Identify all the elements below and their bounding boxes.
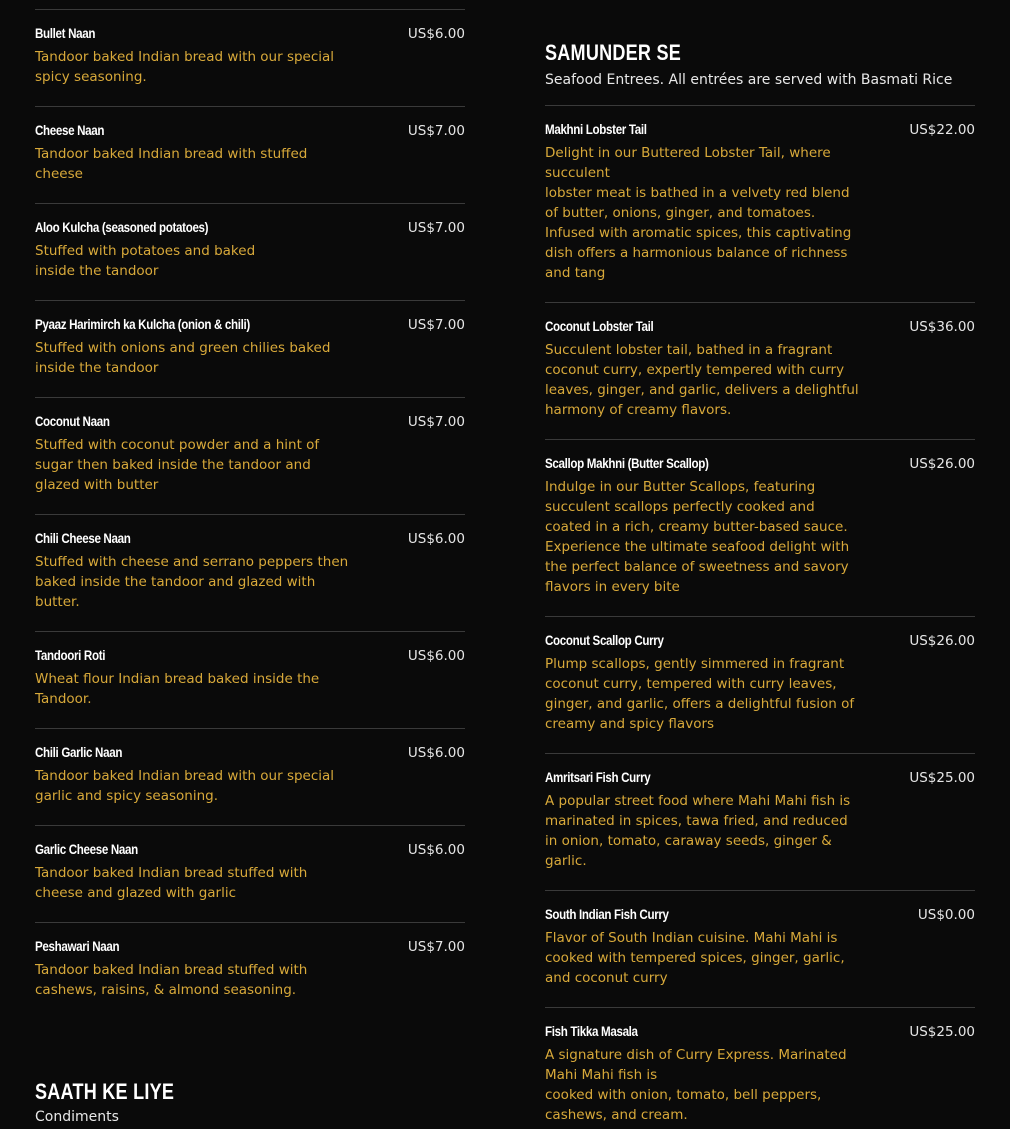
item-description: Succulent lobster tail, bathed in a fragrant coconut curry, expertly tempered with curry leaves, ginger, and garlic, delivers a delightful harmony of creamy flavors. — [545, 342, 859, 418]
item-price: US$7.00 — [407, 220, 465, 236]
item-name: Peshawari Naan — [35, 939, 120, 954]
item-price: US$7.00 — [407, 414, 465, 430]
item-name: Tandoori Roti — [35, 648, 106, 663]
item-description: Stuffed with potatoes and baked inside the tandoor — [35, 243, 256, 279]
menu-item[interactable] — [35, 301, 465, 398]
item-name: Pyaaz Harimirch ka Kulcha (onion & chili) — [35, 317, 250, 332]
item-price: US$25.00 — [909, 1024, 975, 1040]
item-price: US$7.00 — [407, 939, 465, 955]
item-name: Cheese Naan — [35, 123, 105, 138]
menu-item[interactable] — [35, 923, 465, 1019]
item-price: US$7.00 — [407, 317, 465, 333]
menu-item[interactable] — [545, 1008, 975, 1124]
menu-item[interactable] — [545, 754, 975, 891]
item-description: Tandoor baked Indian bread with our special garlic and spicy seasoning. — [35, 768, 335, 804]
item-name: Coconut Scallop Curry — [545, 633, 664, 648]
menu-item[interactable] — [545, 303, 975, 440]
item-price: US$6.00 — [407, 531, 465, 547]
section-header-samunder — [545, 40, 975, 88]
item-description: Tandoor baked Indian bread with our special spicy seasoning. — [35, 49, 335, 85]
seafood-column — [545, 40, 975, 1124]
item-name: Garlic Cheese Naan — [35, 842, 138, 857]
menu-item[interactable] — [35, 10, 465, 107]
menu-item[interactable] — [35, 107, 465, 204]
menu-item[interactable] — [35, 729, 465, 826]
item-name: Chili Cheese Naan — [35, 531, 131, 546]
item-name: Makhni Lobster Tail — [545, 122, 647, 137]
section-title: SAATH KE LIYE — [35, 1079, 175, 1104]
item-price: US$25.00 — [909, 770, 975, 786]
item-description: Stuffed with cheese and serrano peppers then baked inside the tandoor and glazed with butter. — [35, 554, 349, 610]
item-name: Coconut Naan — [35, 414, 110, 429]
item-price: US$0.00 — [917, 907, 975, 923]
item-name: Chili Garlic Naan — [35, 745, 123, 760]
item-description: Tandoor baked Indian bread stuffed with cashews, raisins, & almond seasoning. — [35, 962, 308, 998]
menu-item[interactable] — [35, 632, 465, 729]
item-name: Scallop Makhni (Butter Scallop) — [545, 456, 709, 471]
item-price: US$6.00 — [407, 842, 465, 858]
section-header-saath — [35, 1079, 205, 1125]
breads-column — [35, 0, 465, 1019]
item-price: US$6.00 — [407, 745, 465, 761]
item-name: Aloo Kulcha (seasoned potatoes) — [35, 220, 209, 235]
menu-item[interactable] — [545, 617, 975, 754]
item-description: Stuffed with onions and green chilies baked inside the tandoor — [35, 340, 331, 376]
item-price: US$26.00 — [909, 456, 975, 472]
item-description: Flavor of South Indian cuisine. Mahi Mahi is cooked with tempered spices, ginger, garlic, and coconut curry — [545, 930, 845, 986]
item-description: Stuffed with coconut powder and a hint of sugar then baked inside the tandoor and glazed with butter — [35, 437, 320, 493]
section-subtitle: Condiments — [35, 1109, 119, 1125]
item-price: US$36.00 — [909, 319, 975, 335]
menu-item[interactable] — [35, 398, 465, 515]
menu-item[interactable] — [35, 204, 465, 301]
item-description: A popular street food where Mahi Mahi fish is marinated in spices, tawa fried, and reduced in onion, tomato, caraway seeds, ginger & garlic. — [545, 793, 851, 869]
menu-item[interactable] — [545, 106, 975, 303]
item-price: US$22.00 — [909, 122, 975, 138]
item-description: Wheat flour Indian bread baked inside the Tandoor. — [35, 671, 320, 707]
menu-item[interactable] — [545, 440, 975, 617]
item-description: Tandoor baked Indian bread stuffed with cheese and glazed with garlic — [35, 865, 308, 901]
item-description: Delight in our Buttered Lobster Tail, where succulent lobster meat is bathed in a velvety red blend of butter, onions, ginger, and tomatoes. Infused with aromatic spices, this captivating dish offers a harmonious balance of richness and tang — [545, 145, 852, 281]
menu-item[interactable] — [545, 891, 975, 1008]
item-name: Coconut Lobster Tail — [545, 319, 654, 334]
item-description: Indulge in our Butter Scallops, featuring succulent scallops perfectly cooked and coated in a rich, creamy butter-based sauce. Experience the ultimate seafood delight with the perfect balance of sweetness and savory flavors in every bite — [545, 479, 850, 595]
item-name: South Indian Fish Curry — [545, 907, 669, 922]
item-price: US$26.00 — [909, 633, 975, 649]
item-description: Tandoor baked Indian bread with stuffed cheese — [35, 146, 308, 182]
item-price: US$6.00 — [407, 648, 465, 664]
item-price: US$7.00 — [407, 123, 465, 139]
item-description: A signature dish of Curry Express. Marinated Mahi Mahi fish is cooked with onion, tomato, bell peppers, cashews, and cream. — [545, 1047, 847, 1123]
item-price: US$6.00 — [407, 26, 465, 42]
item-name: Amritsari Fish Curry — [545, 770, 651, 785]
item-name: Bullet Naan — [35, 26, 96, 41]
menu-item[interactable] — [35, 515, 465, 632]
section-title: SAMUNDER SE — [545, 40, 682, 65]
section-subtitle: Seafood Entrees. All entrées are served with Basmati Rice — [545, 72, 953, 88]
item-description: Plump scallops, gently simmered in fragrant coconut curry, tempered with curry leaves, ginger, and garlic, offers a delightful fusion of creamy and spicy flavors — [545, 656, 855, 732]
item-name: Fish Tikka Masala — [545, 1024, 638, 1039]
menu-item[interactable] — [35, 826, 465, 923]
